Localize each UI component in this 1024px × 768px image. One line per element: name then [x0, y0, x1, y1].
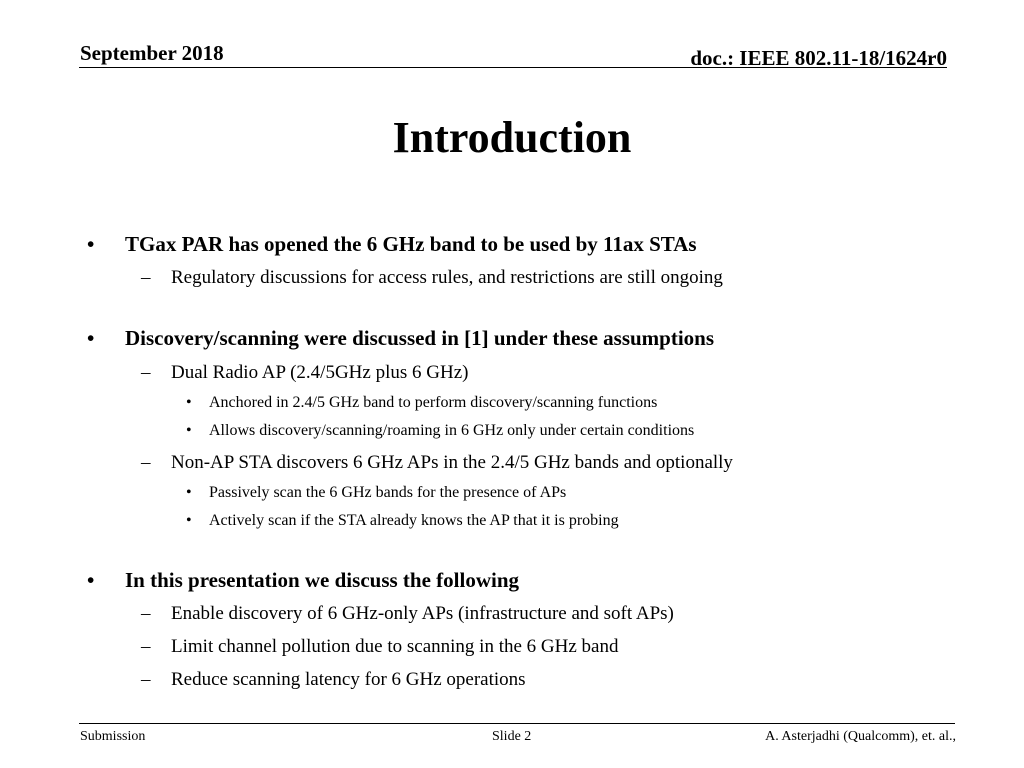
- dash-marker: –: [141, 267, 151, 288]
- footer-author: A. Asterjadhi (Qualcomm), et. al.,: [765, 729, 956, 744]
- bullet-2-sub-2-item-1: Passively scan the 6 GHz bands for the presence of APs: [209, 484, 567, 501]
- bullet-2-sub-2-item-2: Actively scan if the STA already knows the AP that it is probing: [209, 512, 619, 529]
- bullet-3-sub-1: Enable discovery of 6 GHz-only APs (infrastructure and soft APs): [171, 603, 674, 624]
- bullet-1-text: TGax PAR has opened the 6 GHz band to be used by 11ax STAs: [125, 232, 697, 256]
- bullet-marker: •: [87, 326, 95, 350]
- small-bullet-marker: •: [186, 484, 192, 501]
- bullet-2-sub-1: Dual Radio AP (2.4/5GHz plus 6 GHz): [171, 362, 469, 383]
- dash-marker: –: [141, 669, 151, 690]
- bullet-marker: •: [87, 232, 95, 256]
- small-bullet-marker: •: [186, 394, 192, 411]
- dash-marker: –: [141, 452, 151, 473]
- header-rule: [79, 67, 947, 68]
- header-date: September 2018: [80, 41, 224, 65]
- header-doc-id: doc.: IEEE 802.11-18/1624r0: [690, 46, 947, 70]
- small-bullet-marker: •: [186, 512, 192, 529]
- dash-marker: –: [141, 362, 151, 383]
- footer-slide-number: Slide 2: [492, 729, 532, 744]
- footer-rule: [79, 723, 955, 724]
- bullet-marker: •: [87, 568, 95, 592]
- small-bullet-marker: •: [186, 422, 192, 439]
- dash-marker: –: [141, 636, 151, 657]
- footer-submission: Submission: [80, 729, 146, 744]
- bullet-2-sub-1-item-2: Allows discovery/scanning/roaming in 6 GHz only under certain conditions: [209, 422, 695, 439]
- bullet-2-sub-2: Non-AP STA discovers 6 GHz APs in the 2.4/5 GHz bands and optionally: [171, 452, 733, 473]
- slide-title: Introduction: [392, 113, 632, 162]
- dash-marker: –: [141, 603, 151, 624]
- bullet-3-sub-2: Limit channel pollution due to scanning in the 6 GHz band: [171, 636, 619, 657]
- bullet-3-text: In this presentation we discuss the following: [125, 568, 519, 592]
- bullet-2-text: Discovery/scanning were discussed in [1] under these assumptions: [125, 326, 715, 350]
- bullet-1-sub-1: Regulatory discussions for access rules, and restrictions are still ongoing: [171, 267, 723, 288]
- bullet-2-sub-1-item-1: Anchored in 2.4/5 GHz band to perform discovery/scanning functions: [209, 394, 658, 411]
- bullet-3-sub-3: Reduce scanning latency for 6 GHz operations: [171, 669, 526, 690]
